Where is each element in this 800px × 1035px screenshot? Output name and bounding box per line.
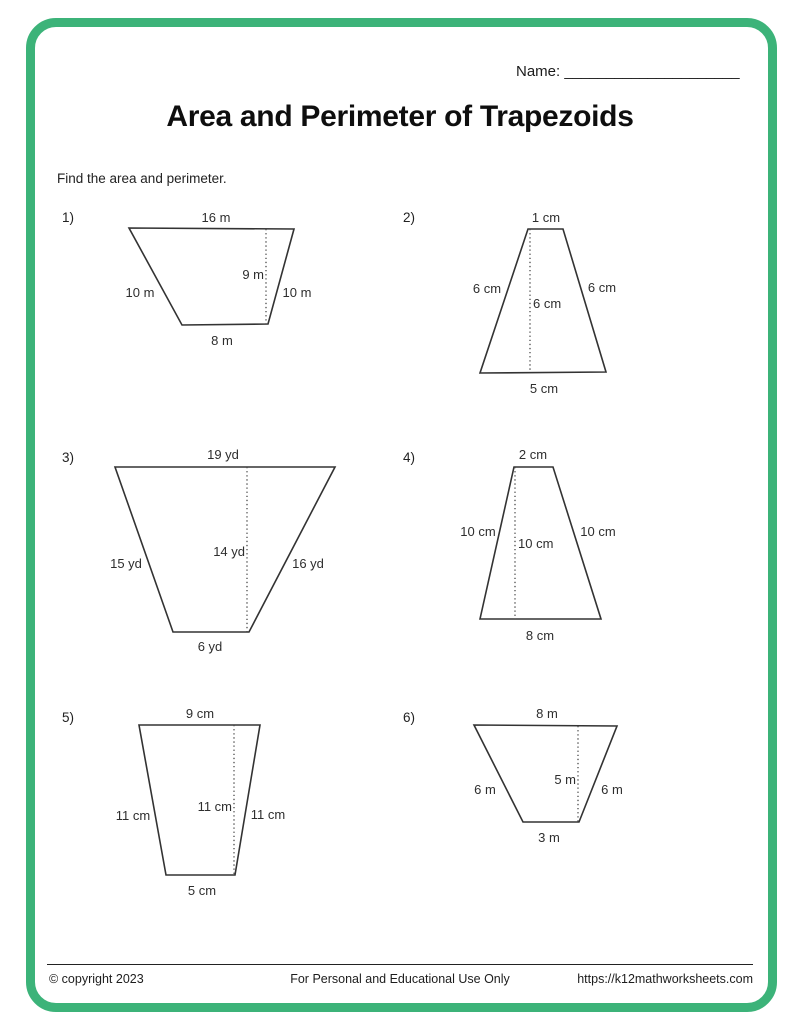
height-label: 10 cm bbox=[518, 536, 554, 551]
left-side-label: 6 m bbox=[474, 782, 496, 797]
name-field bbox=[516, 63, 740, 80]
right-side-label: 6 cm bbox=[587, 280, 617, 295]
height-label: 9 m bbox=[242, 267, 264, 282]
left-side-label: 6 cm bbox=[472, 281, 502, 296]
top-side-label: 16 m bbox=[201, 210, 231, 225]
right-side-label: 16 yd bbox=[292, 556, 324, 571]
footer-copyright: © copyright 2023 bbox=[49, 972, 144, 986]
problem-number: 2) bbox=[403, 210, 416, 225]
name-blank-line: _____________________ bbox=[564, 63, 740, 80]
left-side-label: 11 cm bbox=[115, 808, 151, 823]
bottom-side-label: 5 cm bbox=[187, 883, 217, 898]
problem-number: 3) bbox=[62, 450, 75, 465]
right-side-label: 11 cm bbox=[250, 807, 286, 822]
trapezoid-shape bbox=[474, 725, 617, 822]
bottom-side-label: 5 cm bbox=[529, 381, 559, 396]
bottom-side-label: 3 m bbox=[538, 830, 560, 845]
top-side-label: 2 cm bbox=[518, 447, 548, 462]
top-side-label: 19 yd bbox=[207, 447, 239, 462]
left-side-label: 10 m bbox=[125, 285, 155, 300]
right-side-label: 10 cm bbox=[580, 524, 616, 539]
trapezoid-figure-1 bbox=[55, 205, 355, 355]
footer-divider bbox=[47, 964, 753, 965]
height-label: 14 yd bbox=[213, 544, 245, 559]
bottom-side-label: 8 cm bbox=[525, 628, 555, 643]
bottom-side-label: 8 m bbox=[211, 333, 233, 348]
problem-6 bbox=[395, 705, 695, 860]
problem-5 bbox=[55, 705, 355, 905]
footer-usage-text: For Personal and Educational Use Only bbox=[290, 972, 510, 986]
trapezoid-figure-3 bbox=[55, 445, 385, 660]
right-side-label: 10 m bbox=[282, 285, 312, 300]
instructions-text: Find the area and perimeter. bbox=[57, 171, 227, 186]
height-label: 11 cm bbox=[197, 799, 232, 814]
page-title: Area and Perimeter of Trapezoids bbox=[166, 100, 634, 133]
problem-number: 1) bbox=[62, 210, 75, 225]
problem-number: 4) bbox=[403, 450, 416, 465]
left-side-label: 15 yd bbox=[110, 556, 142, 571]
bottom-side-label: 6 yd bbox=[197, 639, 223, 654]
problem-3 bbox=[55, 445, 385, 660]
left-side-label: 10 cm bbox=[460, 524, 496, 539]
top-side-label: 8 m bbox=[536, 706, 558, 721]
top-side-label: 9 cm bbox=[185, 706, 215, 721]
problem-1 bbox=[55, 205, 355, 355]
trapezoid-figure-4 bbox=[395, 445, 695, 655]
height-label: 5 m bbox=[554, 772, 576, 787]
problem-number: 6) bbox=[403, 710, 416, 725]
problem-4 bbox=[395, 445, 695, 655]
footer-url: https://k12mathworksheets.com bbox=[577, 972, 753, 986]
problem-2 bbox=[395, 205, 695, 400]
height-label: 6 cm bbox=[533, 296, 562, 311]
trapezoid-figure-6 bbox=[395, 705, 695, 860]
right-side-label: 6 m bbox=[601, 782, 623, 797]
trapezoid-figure-5 bbox=[55, 705, 355, 905]
name-label: Name: bbox=[516, 63, 561, 80]
top-side-label: 1 cm bbox=[531, 210, 561, 225]
trapezoid-figure-2 bbox=[395, 205, 695, 400]
problem-number: 5) bbox=[62, 710, 75, 725]
trapezoid-shape bbox=[129, 228, 294, 325]
